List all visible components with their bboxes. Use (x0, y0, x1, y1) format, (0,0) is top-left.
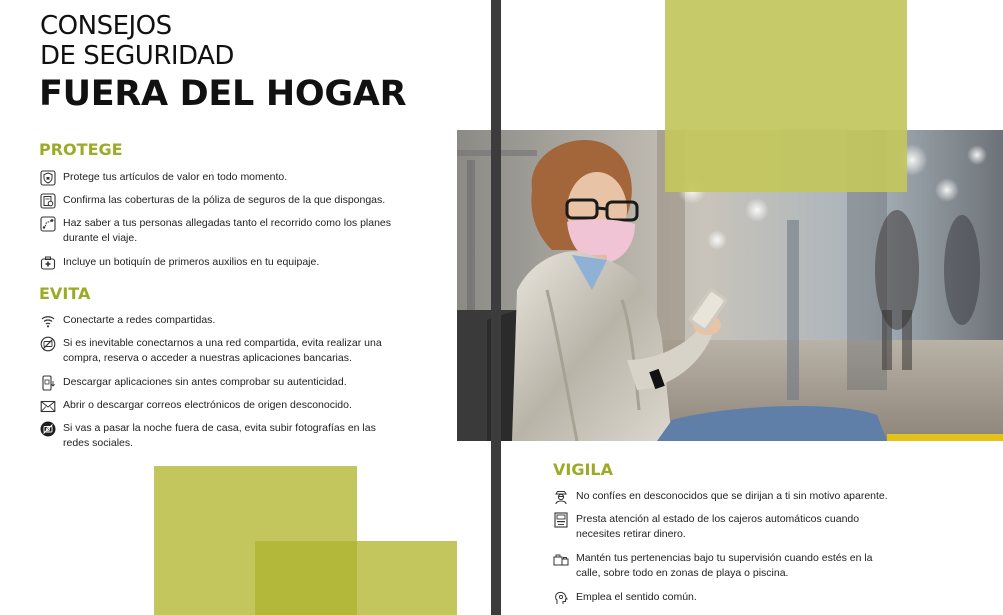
section-title-evita: EVITA (39, 284, 91, 303)
app-download-icon (40, 375, 56, 391)
item-text: Incluye un botiquín de primeros auxilios en tu equipaje. (63, 256, 320, 268)
item-text: Protege tus artículos de valor en todo momento. (63, 171, 288, 183)
section-title-protege: PROTEGE (39, 140, 123, 159)
list-item (40, 170, 460, 186)
no-card-icon (40, 336, 56, 352)
item-text: Descargar aplicaciones sin antes comprobar su autenticidad. (63, 376, 347, 388)
wifi-icon (40, 313, 56, 329)
belongings-icon (553, 551, 569, 567)
no-photo-icon (40, 421, 56, 437)
shield-lock-icon (40, 170, 56, 186)
item-text: Confirma las coberturas de la póliza de seguros de la que dispongas. (63, 194, 386, 206)
decorative-green-block (665, 0, 907, 192)
list-item (40, 421, 390, 451)
section-title-vigila: VIGILA (553, 460, 613, 479)
item-text: Conectarte a redes compartidas. (63, 314, 216, 326)
item-text: Presta atención al estado de los cajeros automáticos cuando necesites retirar dinero. (576, 513, 860, 540)
list-item (553, 590, 893, 606)
list-item (40, 216, 400, 246)
list-item (553, 489, 893, 505)
item-text: Emplea el sentido común. (576, 591, 697, 603)
item-text: No confíes en desconocidos que se dirijan a ti sin motivo aparente. (576, 490, 888, 502)
item-text: Abrir o descargar correos electrónicos de origen desconocido. (63, 399, 352, 411)
page-divider (491, 0, 501, 615)
item-text: Mantén tus pertenencias bajo tu supervisión cuando estés en la calle, sobre todo en zonas de playa o piscina. (576, 552, 873, 579)
title-main: FUERA DEL HOGAR (39, 74, 407, 114)
list-item (40, 313, 460, 329)
title-line-1: CONSEJOS (40, 11, 172, 41)
common-sense-icon (553, 590, 569, 606)
item-text: Si es inevitable conectarnos a una red compartida, evita realizar una compra, reserva o acceder a nuestras aplicaciones bancarias. (63, 337, 382, 364)
first-aid-kit-icon (40, 255, 56, 271)
list-item (553, 551, 883, 581)
insurance-policy-icon (40, 193, 56, 209)
list-item (40, 375, 460, 391)
list-item (40, 398, 460, 414)
stranger-icon (553, 489, 569, 505)
item-text: Si vas a pasar la noche fuera de casa, evita subir fotografías en las redes sociales. (63, 422, 376, 449)
route-share-icon (40, 216, 56, 232)
list-item (40, 255, 460, 271)
item-text: Haz saber a tus personas allegadas tanto el recorrido como los planes durante el viaje. (63, 217, 392, 244)
atm-icon (553, 512, 569, 528)
list-item (40, 193, 460, 209)
list-item (553, 512, 873, 542)
list-item (40, 336, 390, 366)
title-line-2: DE SEGURIDAD (40, 41, 234, 71)
decorative-green-overlap (255, 541, 357, 615)
email-icon (40, 398, 56, 414)
